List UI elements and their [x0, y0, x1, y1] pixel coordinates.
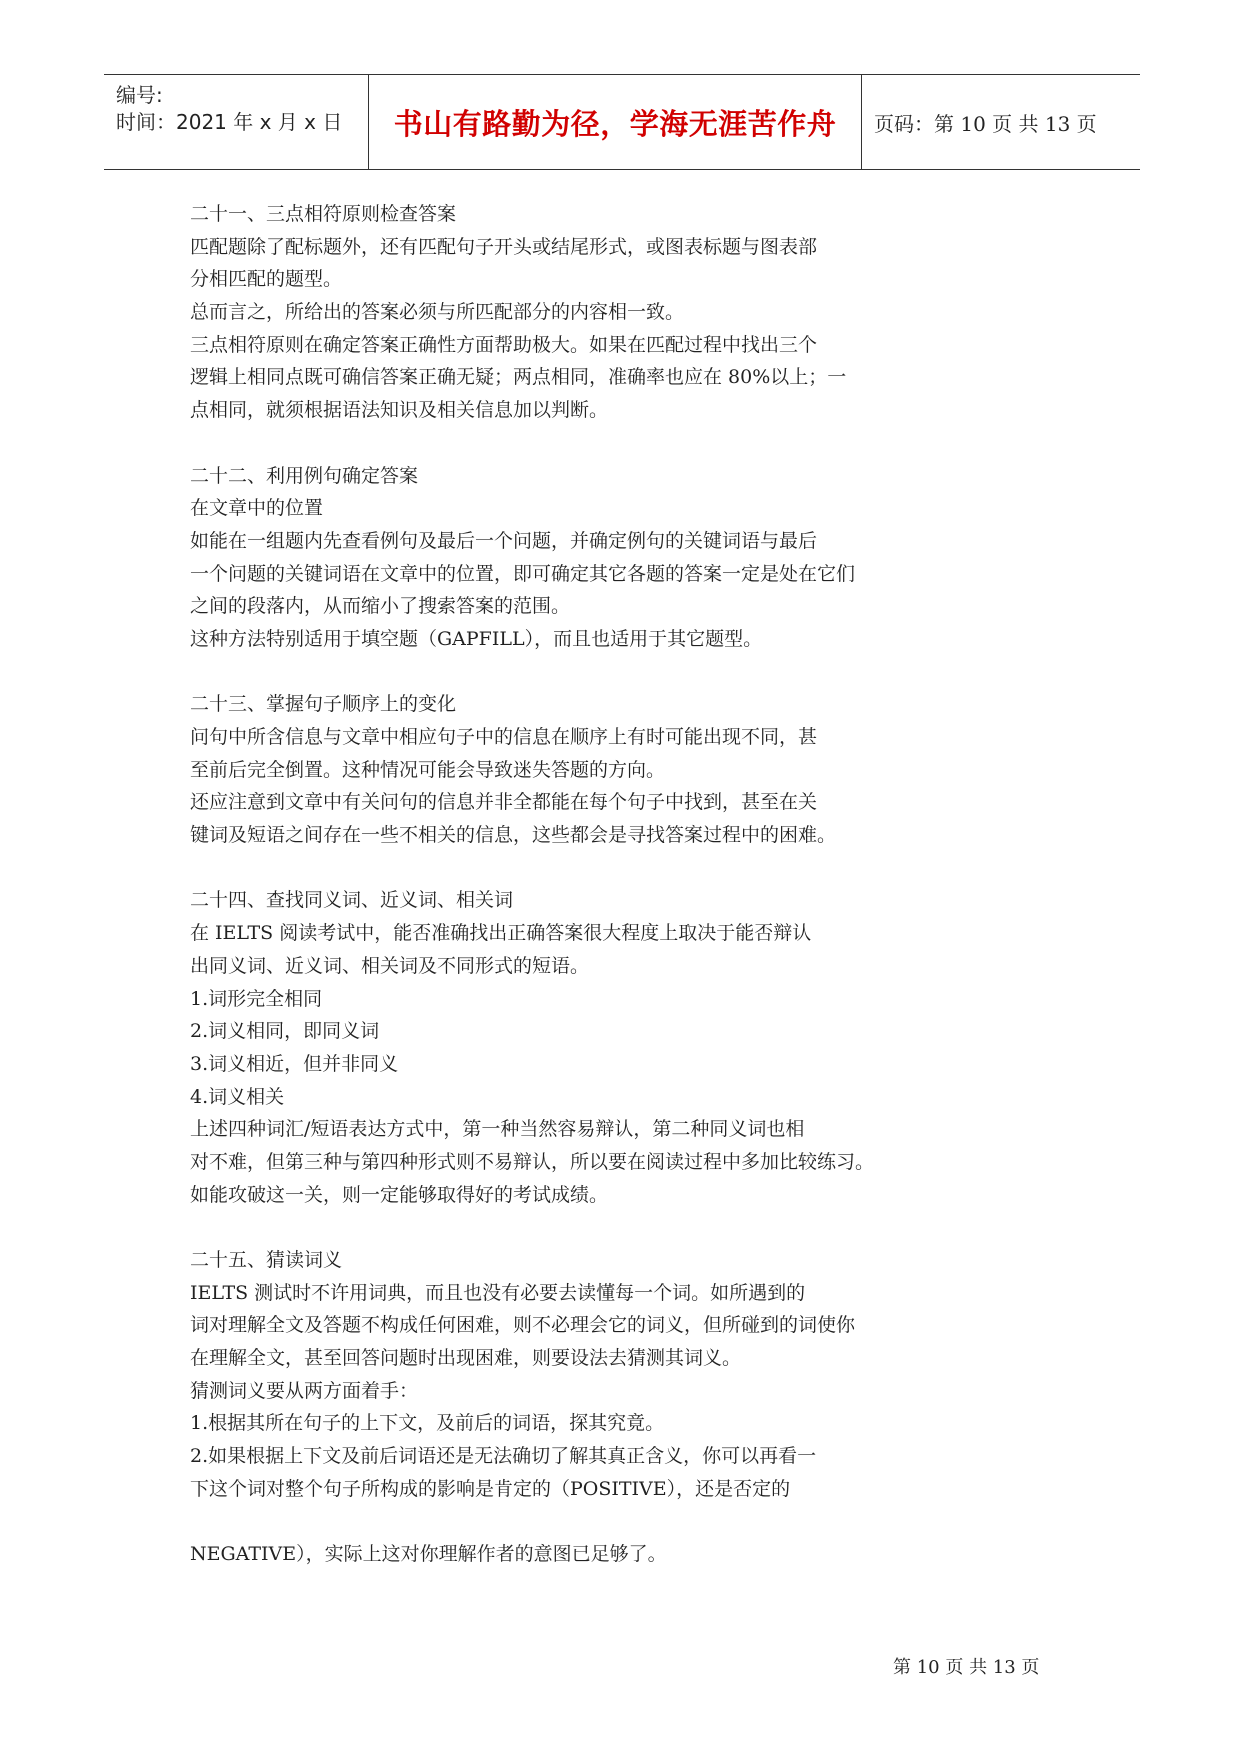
paragraph-line: 1.词形完全相同	[190, 987, 323, 1010]
section-title: 二十三、掌握句子顺序上的变化	[190, 693, 457, 716]
paragraph-line: 猜测词义要从两方面着手：	[190, 1379, 419, 1402]
paragraph-line: 3.词义相近，但并非同义	[190, 1052, 399, 1075]
section-spacer	[190, 1211, 1010, 1244]
page-footer: 第 10 页 共 13 页	[893, 1657, 1040, 1678]
paragraph-line: 逻辑上相同点既可确信答案正确无疑；两点相同，准确率也应在 80%以上；一	[190, 366, 847, 389]
paragraph-line: 总而言之，所给出的答案必须与所匹配部分的内容相一致。	[190, 301, 685, 324]
header-table	[104, 74, 1140, 170]
paragraph-line: 三点相符原则在确定答案正确性方面帮助极大。如果在匹配过程中找出三个	[190, 333, 818, 356]
section-spacer	[190, 852, 1010, 885]
paragraph-line: 在 IELTS 阅读考试中，能否准确找出正确答案很大程度上取决于能否辩认	[190, 922, 812, 945]
paragraph-line: IELTS 测试时不许用词典，而且也没有必要去读懂每一个词。如所遇到的	[190, 1281, 806, 1304]
paragraph-line: 分相匹配的题型。	[190, 268, 343, 291]
header-meta-cell	[104, 75, 368, 169]
section-title: 二十四、查找同义词、近义词、相关词	[190, 889, 514, 912]
section	[190, 884, 1010, 1211]
paragraph-line: NEGATIVE），实际上这对你理解作者的意图已足够了。	[190, 1543, 667, 1566]
paragraph-line: 1.根据其所在句子的上下文，及前后的词语，探其究竟。	[190, 1412, 665, 1435]
paragraph-line: 之间的段落内，从而缩小了搜索答案的范围。	[190, 595, 571, 618]
section	[190, 1244, 1010, 1571]
section-title: 二十二、利用例句确定答案	[190, 464, 419, 487]
time-label: 时间：2021 年 x 月 x 日	[116, 110, 343, 134]
section-title: 二十五、猜读词义	[190, 1249, 343, 1271]
paragraph-line: 4.词义相关	[190, 1085, 285, 1108]
paragraph-line: 如能攻破这一关，则一定能够取得好的考试成绩。	[190, 1183, 609, 1206]
paragraph-line: 对不难，但第三种与第四种形式则不易辩认，所以要在阅读过程中多加比较练习。	[190, 1150, 875, 1173]
paragraph-line: 还应注意到文章中有关问句的信息并非全都能在每个句子中找到，甚至在关	[190, 791, 818, 814]
section-spacer	[190, 427, 1010, 460]
page-info: 页码：第 10 页 共 13 页	[874, 111, 1097, 136]
paragraph-line: 在文章中的位置	[190, 497, 324, 520]
section-title: 二十一、三点相符原则检查答案	[190, 203, 457, 225]
header-motto-cell	[368, 75, 862, 169]
paragraph-line: 一个问题的关键词语在文章中的位置，即可确定其它各题的答案一定是处在它们	[190, 562, 856, 585]
motto-text: 书山有路勤为径，学海无涯苦作舟	[393, 106, 837, 141]
paragraph-line: 上述四种词汇/短语表达方式中，第一种当然容易辩认，第二种同义词也相	[190, 1118, 805, 1141]
paragraph-line: 匹配题除了配标题外，还有匹配句子开头或结尾形式，或图表标题与图表部	[190, 235, 818, 258]
section	[190, 460, 1010, 656]
paragraph-line: 键词及短语之间存在一些不相关的信息，这些都会是寻找答案过程中的困难。	[190, 824, 837, 847]
section-spacer	[190, 656, 1010, 689]
blank-line	[190, 1506, 1010, 1539]
paragraph-line: 这种方法特别适用于填空题（GAPFILL），而且也适用于其它题型。	[190, 627, 763, 650]
section	[190, 198, 1010, 427]
paragraph-line: 问句中所含信息与文章中相应句子中的信息在顺序上有时可能出现不同，甚	[190, 726, 818, 748]
paragraph-line: 2.如果根据上下文及前后词语还是无法确切了解其真正含义，你可以再看一	[190, 1445, 817, 1468]
paragraph-line: 如能在一组题内先查看例句及最后一个问题，并确定例句的关键词语与最后	[190, 529, 818, 552]
paragraph-line: 2.词义相同，即同义词	[190, 1020, 380, 1043]
paragraph-line: 词对理解全文及答题不构成任何困难，则不必理会它的词义，但所碰到的词使你	[190, 1314, 856, 1337]
paragraph-line: 点相同，就须根据语法知识及相关信息加以判断。	[190, 399, 609, 422]
header-page-cell	[860, 75, 1140, 169]
paragraph-line: 出同义词、近义词、相关词及不同形式的短语。	[190, 954, 590, 977]
serial-label: 编号:	[116, 83, 163, 107]
document-body	[190, 198, 1010, 1571]
paragraph-line: 在理解全文，甚至回答问题时出现困难，则要设法去猜测其词义。	[190, 1347, 742, 1370]
section	[190, 688, 1010, 851]
paragraph-line: 至前后完全倒置。这种情况可能会导致迷失答题的方向。	[190, 758, 666, 781]
paragraph-line: 下这个词对整个句子所构成的影响是肯定的（POSITIVE），还是否定的	[190, 1477, 791, 1500]
